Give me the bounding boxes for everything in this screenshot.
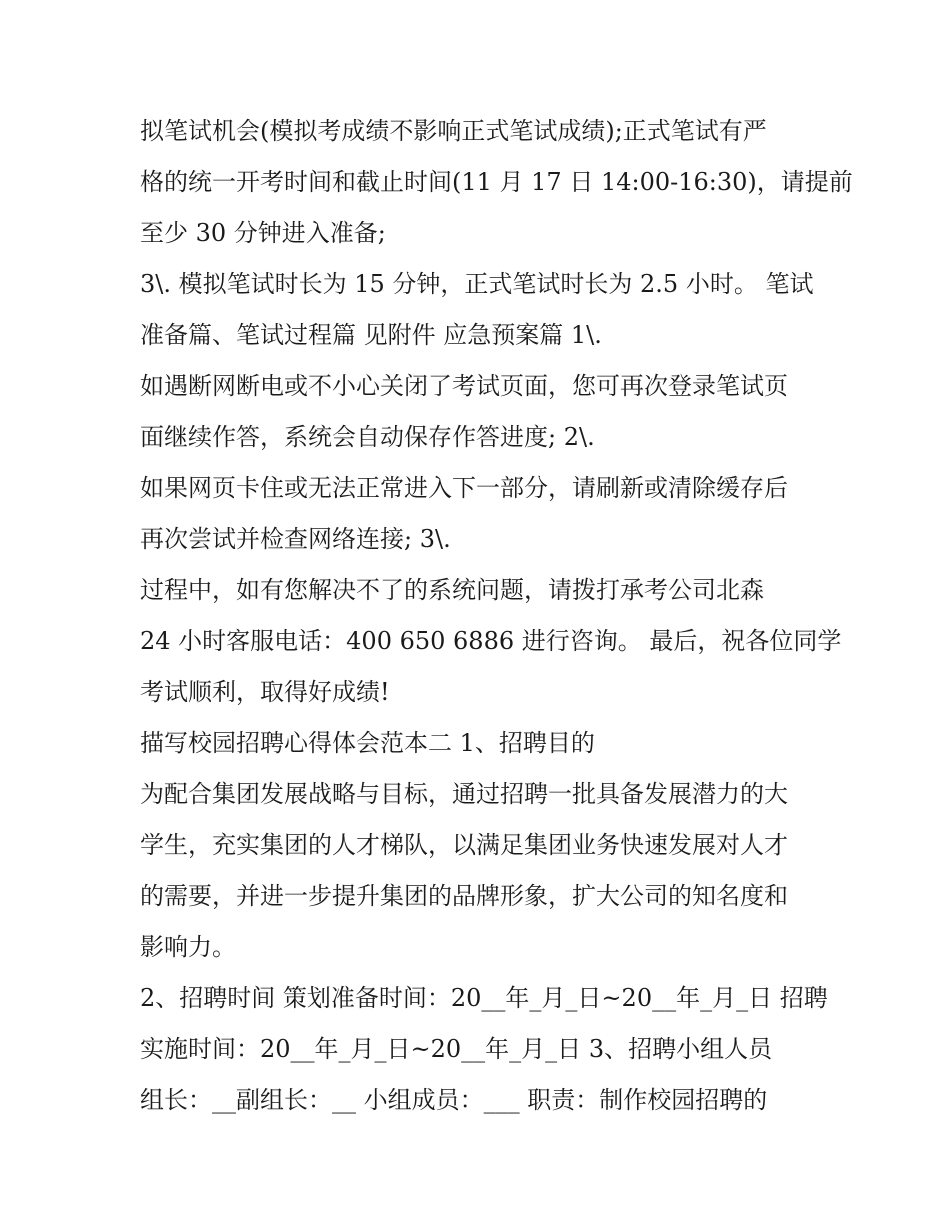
text-line: 再次尝试并检查网络连接; 3\. xyxy=(140,525,451,553)
text-line: 面继续作答，系统会自动保存作答进度; 2\. xyxy=(140,423,595,451)
text-line: 为配合集团发展战略与目标，通过招聘一批具备发展潜力的大 xyxy=(140,780,788,808)
text-line: 考试顺利，取得好成绩! xyxy=(140,678,390,706)
text-line: 2、招聘时间 策划准备时间：20__年_月_日~20__年_月_日 招聘 xyxy=(140,984,828,1012)
text-line: 影响力。 xyxy=(140,933,236,961)
document-body xyxy=(140,106,853,1126)
text-line: 准备篇、笔试过程篇 见附件 应急预案篇 1\. xyxy=(140,321,602,349)
section-heading: 描写校园招聘心得体会范本二 1、招聘目的 xyxy=(140,729,595,757)
text-line: 格的统一开考时间和截止时间(11 月 17 日 14:00-16:30)，请提前 xyxy=(140,168,853,196)
text-line: 组长：__副组长：__ 小组成员：___ 职责：制作校园招聘的 xyxy=(140,1086,768,1114)
text-line: 3\. 模拟笔试时长为 15 分钟，正式笔试时长为 2.5 小时。 笔试 xyxy=(140,270,814,298)
text-line: 的需要，并进一步提升集团的品牌形象，扩大公司的知名度和 xyxy=(140,882,788,910)
text-line: 24 小时客服电话：400 650 6886 进行咨询。 最后，祝各位同学 xyxy=(140,627,842,655)
text-line: 实施时间：20__年_月_日~20__年_月_日 3、招聘小组人员 xyxy=(140,1035,773,1063)
text-line: 拟笔试机会(模拟考成绩不影响正式笔试成绩);正式笔试有严 xyxy=(140,117,767,145)
text-line: 至少 30 分钟进入准备; xyxy=(140,219,386,247)
text-line: 过程中，如有您解决不了的系统问题，请拨打承考公司北森 xyxy=(140,576,764,604)
text-line: 学生，充实集团的人才梯队，以满足集团业务快速发展对人才 xyxy=(140,831,788,859)
text-line: 如遇断网断电或不小心关闭了考试页面，您可再次登录笔试页 xyxy=(140,372,788,400)
text-line: 如果网页卡住或无法正常进入下一部分，请刷新或清除缓存后 xyxy=(140,474,788,502)
